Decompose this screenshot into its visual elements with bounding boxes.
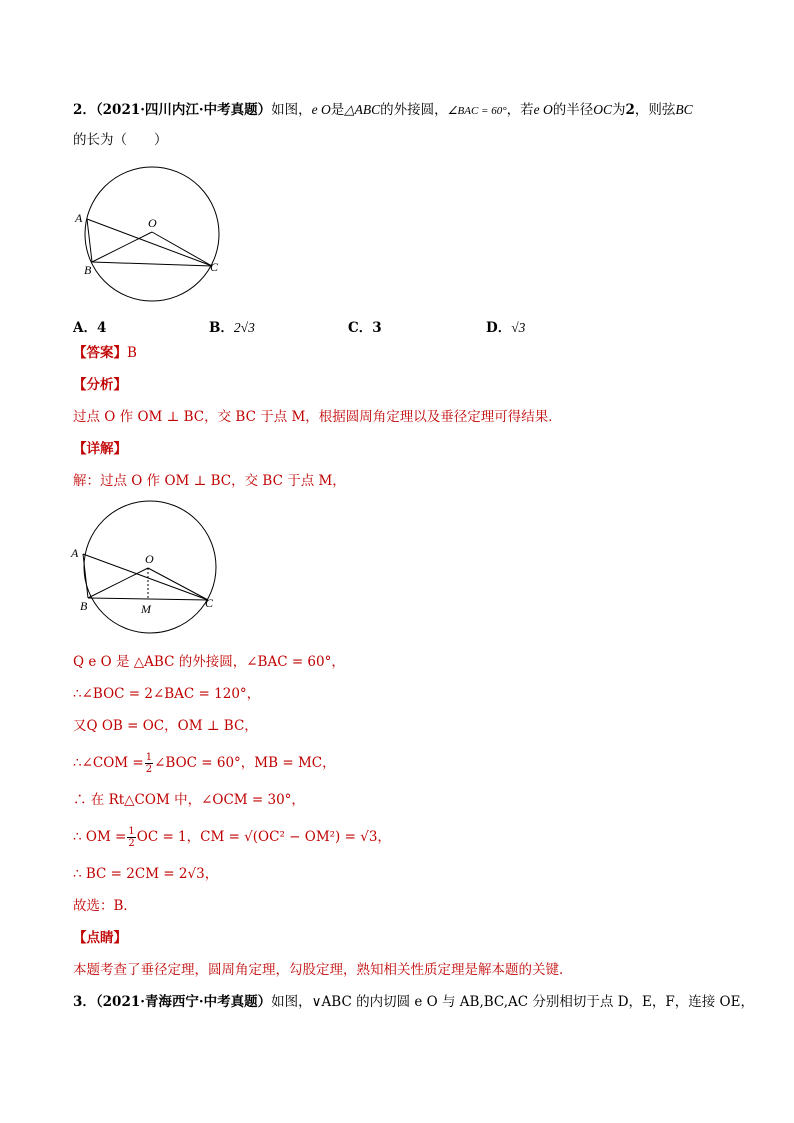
label-c: C (210, 260, 219, 274)
circumcircle (85, 167, 219, 301)
q2-number: 2． (73, 102, 96, 118)
step-4 (73, 752, 336, 775)
segment-oc-line (152, 232, 212, 266)
q2-stem-part: 的半径 (552, 102, 594, 118)
q2-stem-part: 的外接圆， (380, 102, 448, 118)
denominator: 2 (145, 764, 153, 775)
analysis-text: 过点 O 作 OM ⊥ BC，交 BC 于点 M，根据圆周角定理以及垂径定理可得结果． (73, 409, 562, 425)
radius-value: 2 (625, 102, 635, 118)
q2-stem-part: ，则弦 (634, 102, 676, 118)
analysis-heading: 【分析】 (73, 377, 127, 393)
label-m: M (141, 602, 151, 616)
figure-2-circle-diagram (68, 498, 228, 638)
segment-ab (83, 554, 88, 598)
answer-value: B (127, 345, 137, 361)
option-b-letter: B． (209, 320, 234, 336)
q3-source: （2021·青海西宁·中考真题） (95, 994, 272, 1010)
step-8: 故选：B． (73, 898, 137, 914)
denominator: 2 (128, 838, 135, 849)
fraction-half (127, 826, 135, 849)
segment-ob (88, 568, 148, 598)
segment-oc-line (148, 568, 208, 600)
fraction-half (145, 752, 153, 775)
circle-o-symbol: e O (533, 102, 553, 117)
option-b-value: 2√3 (233, 320, 255, 335)
step-7: ∴ BC = 2CM = 2√3， (73, 866, 219, 882)
q2-stem-part: 为 (612, 102, 626, 118)
option-a: A．4 (73, 320, 107, 336)
label-o: O (145, 552, 154, 566)
segment-oc: OC (593, 102, 613, 117)
step-6-part: OC = 1，CM = √(OC² − OM²) = √3， (136, 829, 391, 845)
q3-number: 3． (73, 994, 96, 1010)
label-c: C (205, 596, 214, 610)
comment-heading: 【点睛】 (73, 930, 127, 946)
q3-text: 如图，∨ABC 的内切圆 e O 与 AB,BC,AC 分别相切于点 D，E，F，连接 OE， (271, 994, 754, 1010)
step-6 (73, 826, 391, 849)
q2-source: （2021·四川内江·中考真题） (95, 102, 272, 118)
option-d (486, 316, 525, 336)
segment-bc: BC (675, 102, 693, 117)
q2-stem-part: 如图， (271, 102, 312, 118)
step-1: Q e O 是 △ABC 的外接圆，∠BAC = 60°， (73, 654, 345, 670)
answer-line (73, 347, 137, 361)
segment-bc-line (92, 262, 212, 266)
label-b: B (84, 263, 92, 277)
step-6-part: ∴ OM = (73, 829, 127, 845)
step-3: 又Q OB = OC，OM ⊥ BC， (73, 718, 258, 734)
comment-text: 本题考查了垂径定理，圆周角定理，勾股定理，熟知相关性质定理是解本题的关键． (73, 962, 573, 978)
label-a: A (71, 546, 79, 560)
q2-stem-line2: 的长为（ ） (73, 132, 168, 148)
detail-intro: 解：过点 O 作 OM ⊥ BC，交 BC 于点 M， (73, 473, 346, 489)
detail-heading: 【详解】 (73, 441, 127, 457)
q3-stem (73, 996, 754, 1010)
label-b: B (80, 599, 88, 613)
numerator: 1 (128, 826, 135, 837)
q2-stem-line1 (73, 103, 693, 118)
option-d-value: √3 (511, 320, 526, 335)
label-o: O (148, 216, 157, 230)
circle-o-symbol: e O (311, 102, 331, 117)
label-a: A (75, 211, 83, 225)
option-c: C．3 (348, 320, 382, 336)
option-b (209, 316, 255, 336)
segment-ab (87, 219, 92, 262)
q2-stem-part: ，若 (506, 102, 534, 118)
step-2: ∴∠BOC = 2∠BAC = 120°， (73, 686, 261, 702)
angle-bac: ∠BAC = 60° (447, 105, 507, 117)
q2-stem-part: 是 (330, 102, 345, 118)
option-d-letter: D． (486, 320, 512, 336)
numerator: 1 (145, 752, 153, 763)
segment-ob (92, 232, 152, 262)
triangle-abc: △ABC (344, 102, 381, 117)
step-4-part: ∴∠COM = (73, 755, 144, 771)
figure-1-circle-diagram (70, 160, 230, 310)
step-5: ∴ 在 Rt△COM 中，∠OCM = 30°， (73, 792, 305, 808)
step-4-part: ∠BOC = 60°，MB = MC， (154, 755, 336, 771)
answer-heading: 【答案】 (73, 345, 127, 361)
